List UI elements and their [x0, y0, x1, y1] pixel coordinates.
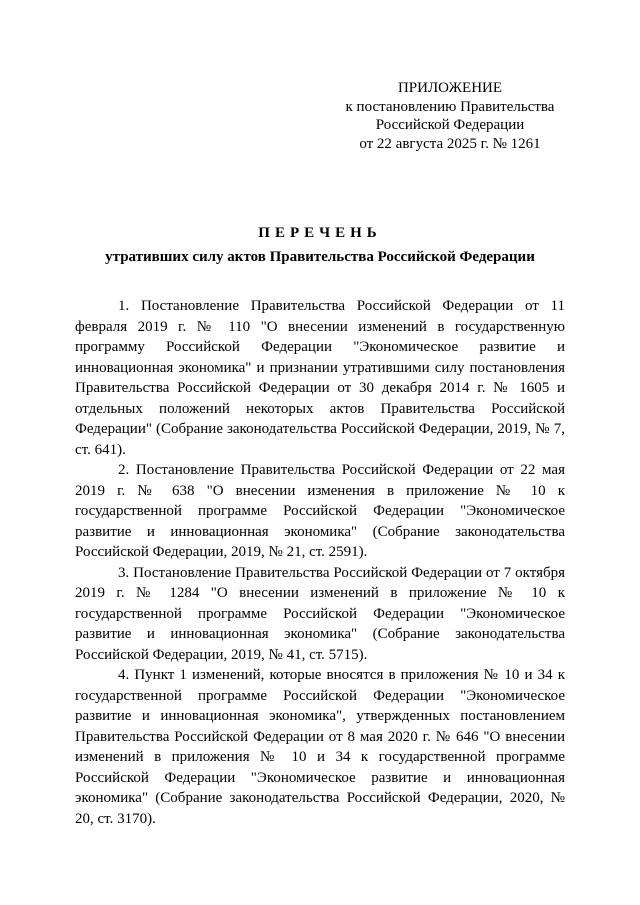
list-item-1: 1. Постановление Правительства Российской Федерации от 11 февраля 2019 г. № 110 "О внесении изменений в государственную программу Российской Федерации "Экономическое развитие и инновационная экономика" и признании утратившими силу постановления Правительства Российской Федерации от 30 декабря 2014 г. № 1605 и отдельных положений некоторых актов Правительства Российской Федерации" (Собрание законодательства Российской Федерации, 2019, № 7, ст. 641).: [75, 298, 565, 458]
document-subtitle: утративших силу актов Правительства Российской Федерации: [105, 249, 535, 265]
list-item-2: 2. Постановление Правительства Российской Федерации от 22 мая 2019 г. № 638 "О внесении изменения в приложение № 10 к государственной программе Российской Федерации "Экономическое развитие и инновационная экономика" (Собрание законодательства Российской Федерации, 2019, № 21, ст. 2591).: [75, 462, 565, 560]
list-item-3: 3. Постановление Правительства Российской Федерации от 7 октября 2019 г. № 1284 "О внесении изменений в приложение № 10 к государственной программе Российской Федерации "Экономическое развитие и инновационная экономика" (Собрание законодательства Российской Федерации, 2019, № 41, ст. 5715).: [75, 564, 565, 663]
appendix-date-number: от 22 августа 2025 г. № 1261: [359, 135, 541, 152]
document-title: ПЕРЕЧЕНЬ: [258, 225, 382, 241]
list-item-4: 4. Пункт 1 изменений, которые вносятся в приложения № 10 и 34 к государственной программе Российской Федерации "Экономическое развитие и инновационная экономика", утвержденных постановлением Правительства Российской Федерации от 8 мая 2020 г. № 646 "О внесении изменений в приложения № 10 и 34 к государственной программе Российской Федерации "Экономическое развитие и инновационная экономика" (Собрание законодательства Российской Федерации, 2020, № 20, ст. 3170).: [75, 667, 565, 827]
appendix-header: [300, 79, 600, 153]
document-body: [75, 296, 565, 829]
appendix-resolution-line: к постановлению Правительства: [345, 98, 555, 115]
appendix-label: ПРИЛОЖЕНИЕ: [397, 80, 503, 96]
appendix-federation-line: Российской Федерации: [375, 117, 525, 133]
